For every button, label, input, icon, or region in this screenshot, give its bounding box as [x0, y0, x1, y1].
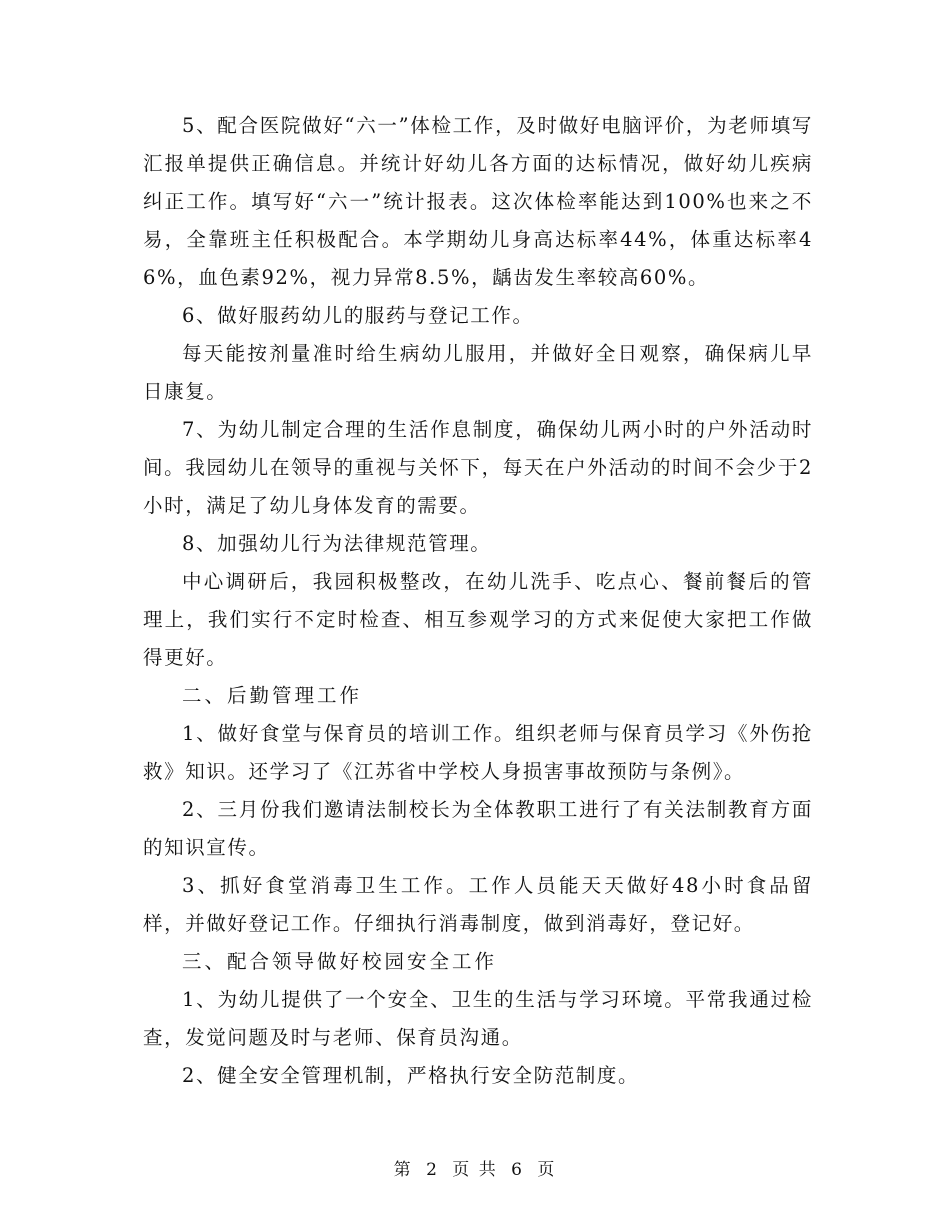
paragraph-logistics-1: 1、做好食堂与保育员的培训工作。组织老师与保育员学习《外伤抢救》知识。还学习了《江苏省中学校人身损害事故预防与条例》。	[143, 722, 813, 783]
paragraph-safety-1: 1、为幼儿提供了一个安全、卫生的生活与学习环境。平常我通过检查，发觉问题及时与老师、保育员沟通。	[143, 988, 813, 1049]
footer-current-page: 2	[426, 1160, 439, 1180]
paragraph-5-health-check: 5、配合医院做好“六一”体检工作，及时做好电脑评价，为老师填写汇报单提供正确信息。并统计好幼儿各方面的达标情况，做好幼儿疾病纠正工作。填写好“六一”统计报表。这次体检率能达到100%也来之不易，全靠班主任积极配合。本学期幼儿身高达标率44%，体重达标率46%，血色素92%，视力异常8.5%，龋齿发生率较高60%。	[143, 114, 813, 289]
paragraph-7-schedule: 7、为幼儿制定合理的生活作息制度，确保幼儿两小时的户外活动时间。我园幼儿在领导的重视与关怀下，每天在户外活动的时间不会少于2小时，满足了幼儿身体发育的需要。	[143, 418, 813, 517]
paragraph-logistics-2: 2、三月份我们邀请法制校长为全体教职工进行了有关法制教育方面的知识宣传。	[143, 798, 813, 859]
paragraph-8-behavior: 8、加强幼儿行为法律规范管理。	[182, 532, 492, 555]
footer-total-pages: 6	[511, 1160, 524, 1180]
footer-middle: 页 共	[452, 1160, 498, 1180]
document-body	[143, 107, 813, 1095]
paragraph-6-medication: 6、做好服药幼儿的服药与登记工作。	[182, 304, 534, 327]
paragraph-6-detail: 每天能按剂量准时给生病幼儿服用，并做好全日观察，确保病儿早日康复。	[143, 342, 813, 403]
paragraph-8-detail: 中心调研后，我园积极整改，在幼儿洗手、吃点心、餐前餐后的管理上，我们实行不定时检查、相互参观学习的方式来促使大家把工作做得更好。	[143, 570, 813, 669]
paragraph-safety-2: 2、健全安全管理机制，严格执行安全防范制度。	[182, 1064, 640, 1087]
paragraph-logistics-3: 3、抓好食堂消毒卫生工作。工作人员能天天做好48小时食品留样，并做好登记工作。仔细执行消毒制度，做到消毒好，登记好。	[143, 874, 813, 935]
section-heading-logistics: 二、后勤管理工作	[182, 684, 363, 707]
footer-suffix: 页	[537, 1160, 557, 1180]
page-footer	[0, 1155, 950, 1180]
footer-prefix: 第	[393, 1160, 413, 1180]
section-heading-safety: 三、配合领导做好校园安全工作	[182, 950, 498, 973]
